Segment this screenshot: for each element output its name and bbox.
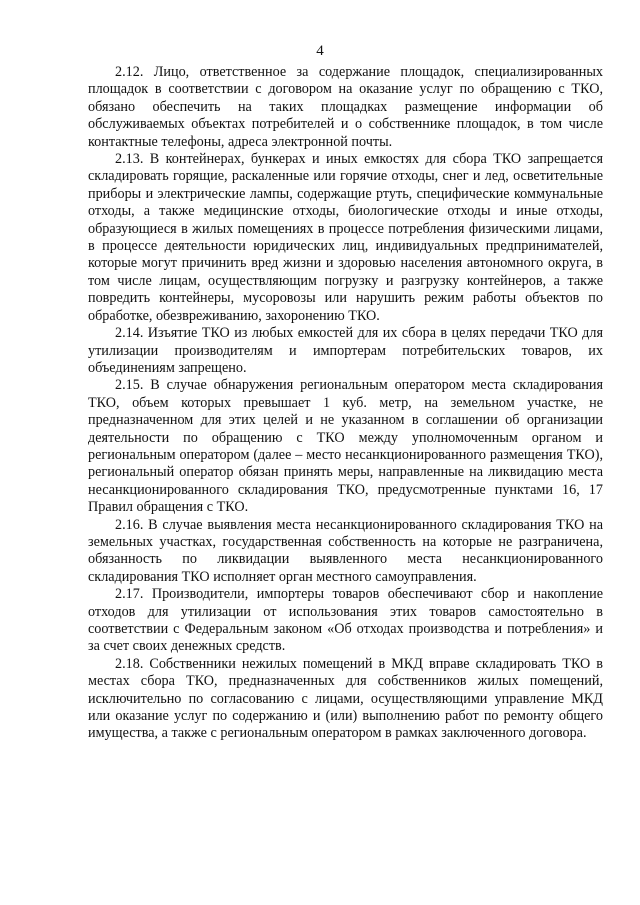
paragraph-2-15: 2.15. В случае обнаружения региональным оператором места складирования ТКО, объем которых превышает 1 куб. метр, на земельном участке, не предназначенном для этих целей и не указанном в соглашении об организации деятельности по обращению с ТКО между уполномоченным органом и региональным оператором (далее – место несанкционированного размещения ТКО), региональный оператор обязан принять меры, направленные на ликвидацию места несанкционированного складирования ТКО, предусмотренные пунктами 16, 17 Правил обращения с ТКО. xyxy=(88,377,603,516)
paragraph-2-14: 2.14. Изъятие ТКО из любых емкостей для их сбора в целях передачи ТКО для утилизации производителям и импортерам потребительских товаров, их объединениям запрещено. xyxy=(88,325,603,376)
paragraph-2-18: 2.18. Собственники нежилых помещений в МКД вправе складировать ТКО в местах сбора ТКО, предназначенных для собственников жилых помещений, исключительно по согласованию с лицами, осуществляющими управление МКД или оказание услуг по содержанию и (или) выполнению работ по ремонту общего имущества, а также с региональным оператором в рамках заключенного договора. xyxy=(88,655,603,742)
paragraph-2-16: 2.16. В случае выявления места несанкционированного складирования ТКО на земельных участках, государственная собственность на которые не разграничена, обязанность по ликвидации выявленного места несанкционированного складирования ТКО исполняет орган местного самоуправления. xyxy=(88,516,603,585)
paragraph-2-13: 2.13. В контейнерах, бункерах и иных емкостях для сбора ТКО запрещается складировать горящие, раскаленные или горячие отходы, снег и лед, осветительные приборы и электрические лампы, содержащие ртуть, специфические коммунальные отходы, а также медицинские отходы, биологические отходы и иные отходы, образующиеся в жилых помещениях в процессе потребления физическими лицами, в процессе деятельности юридических лиц, индивидуальных предпринимателей, которые могут причинить вред жизни и здоровью населения автономного округа, в том числе лицам, осуществляющим погрузку и разгрузку контейнеров, а также повредить контейнеры, мусоровозы или нарушить режим работы объектов по обработке, обезвреживанию, захоронению ТКО. xyxy=(88,151,603,324)
page-number: 4 xyxy=(316,43,324,59)
paragraph-2-12: 2.12. Лицо, ответственное за содержание площадок, специализированных площадок в соответствии с договором на оказание услуг по обращению с ТКО, обязано обеспечить на таких площадках размещение информации об обслуживаемых объектах потребителей и о собственнике площадок, в том числе контактные телефоны, адреса электронной почты. xyxy=(88,64,603,150)
document-body xyxy=(88,64,603,743)
paragraph-2-17: 2.17. Производители, импортеры товаров обеспечивают сбор и накопление отходов для утилизации от использования этих товаров самостоятельно в соответствии с Федеральным законом «Об отходах производства и потребления» и за счет своих денежных средств. xyxy=(88,586,603,655)
